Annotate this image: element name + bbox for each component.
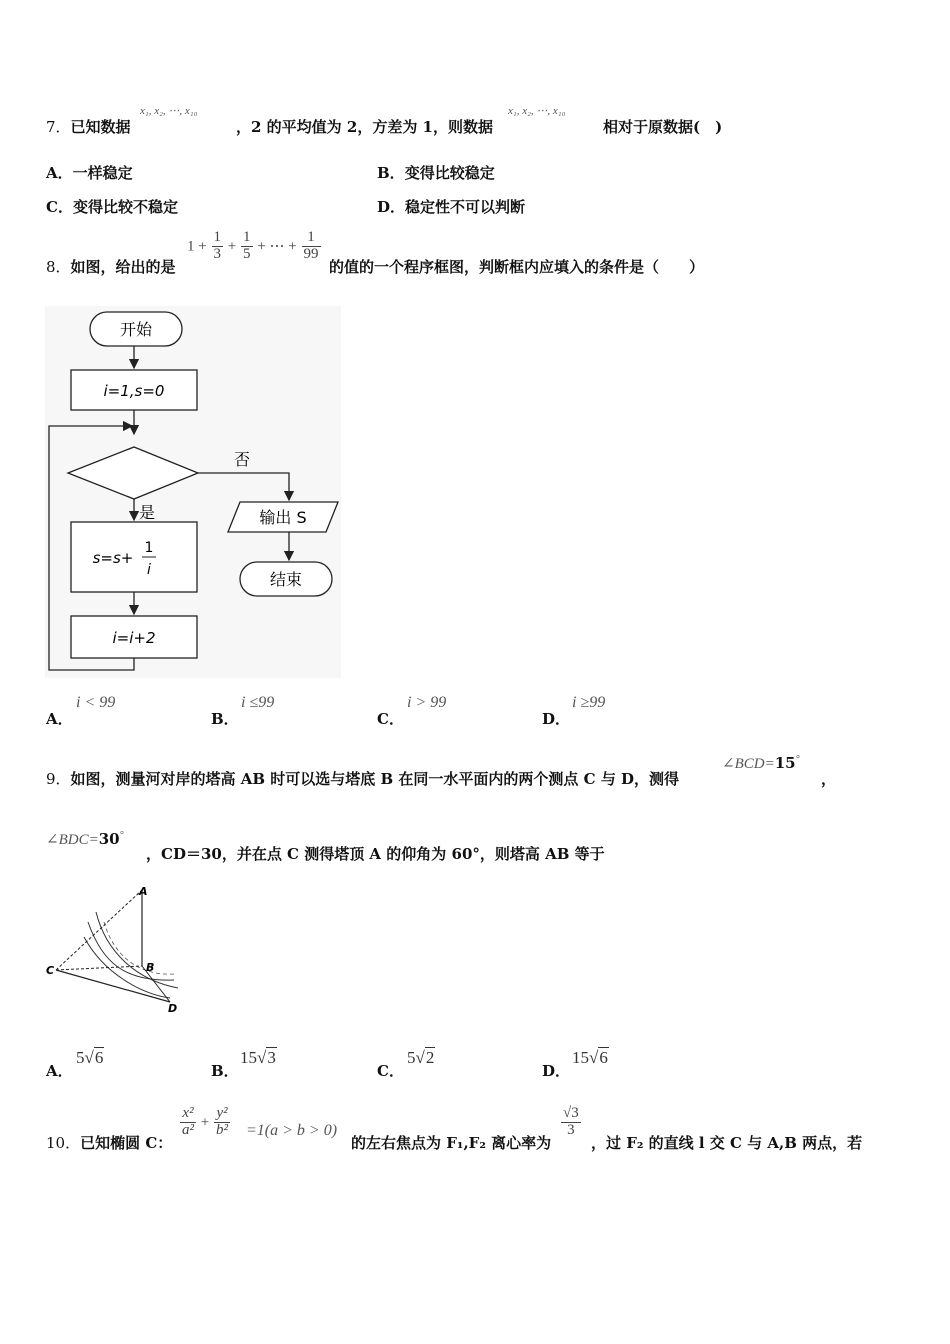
stem-text: 已知数据 xyxy=(70,118,131,136)
stem-text: ，过 F₂ 的直线 l 交 C 与 A,B 两点，若 xyxy=(591,1134,863,1152)
stem-text: ， xyxy=(821,770,837,788)
yes-label: 是 xyxy=(138,503,156,522)
index-update-label: i=i+2 xyxy=(112,629,156,647)
option-label: C． xyxy=(46,198,73,216)
fraction: $\frac{1}{5}$ xyxy=(243,229,251,262)
stem-text: 如图，给出的是 xyxy=(70,258,176,276)
data-sequence: x₁, x₂, ⋯, x₁₀ xyxy=(140,105,198,117)
option-c[interactable] xyxy=(377,708,404,729)
label-d: D xyxy=(168,1002,178,1015)
no-label: 否 xyxy=(233,450,251,469)
frac-numerator: 1 xyxy=(144,540,154,556)
option-c-math: i > 99 xyxy=(407,694,447,711)
option-label: D． xyxy=(542,710,571,728)
stem-text: 已知椭圆 C： xyxy=(80,1134,173,1152)
option-a[interactable] xyxy=(46,1060,73,1081)
question-8-stem xyxy=(46,256,176,277)
option-label: A． xyxy=(46,710,73,728)
stem-text: 的值的一个程序框图，判断框内应填入的条件是（ ） xyxy=(329,258,705,276)
angle-bcd: ∠BCD=15° xyxy=(722,754,800,772)
option-a-math: i < 99 xyxy=(76,694,116,711)
label-c: C xyxy=(46,964,55,977)
flowchart xyxy=(45,306,341,678)
tower-figure xyxy=(44,882,184,1018)
fraction: $\frac{1}{99}$ xyxy=(303,229,319,262)
ellipse-equation: $\frac{\text{x²}}{\text{a²}}$ + $\frac{\text{y²}}{\text{b²}}$ xyxy=(182,1105,229,1138)
question-9-stem xyxy=(46,768,679,789)
label-b: B xyxy=(146,961,155,974)
stem-text: ，2 的平均值为 2，方差为 1，则数据 xyxy=(236,118,493,136)
option-d-math: i ≥99 xyxy=(572,694,606,711)
option-label: B． xyxy=(377,164,405,182)
option-text: 变得比较稳定 xyxy=(404,164,495,182)
stem-text: 的左右焦点为 F₁,F₂ 离心率为 xyxy=(351,1134,552,1152)
option-a[interactable] xyxy=(46,162,133,183)
option-d-math: 15√6 xyxy=(572,1048,608,1067)
option-label: A． xyxy=(46,164,73,182)
option-label: D． xyxy=(542,1062,571,1080)
fraction: $\frac{1}{3}$ xyxy=(213,229,221,262)
question-number: 9． xyxy=(46,770,71,788)
option-b[interactable] xyxy=(211,708,239,729)
option-b-math: i ≤99 xyxy=(241,694,275,711)
angle-bdc: ∠BDC=30° xyxy=(46,830,124,848)
init-label: i=1,s=0 xyxy=(103,382,165,400)
option-c[interactable] xyxy=(377,1060,404,1081)
option-c[interactable] xyxy=(46,196,178,217)
question-number: 8． xyxy=(46,258,71,276)
option-a[interactable] xyxy=(46,708,73,729)
option-b-math: 15√3 xyxy=(240,1048,276,1067)
ellipse-rhs: =1(a > b > 0) xyxy=(246,1122,338,1139)
option-b[interactable] xyxy=(211,1060,239,1081)
option-b[interactable] xyxy=(377,162,495,183)
label-a: A xyxy=(139,885,148,898)
stem-text: 如图，测量河对岸的塔高 AB 时可以选与塔底 B 在同一水平面内的两个测点 C 与 D，测得 xyxy=(70,770,680,788)
data-sequence: x₁, x₂, ⋯, x₁₀ xyxy=(508,105,566,117)
question-10-stem xyxy=(46,1132,172,1153)
series-expression: 1 + $\frac{1}{3}$ + $\frac{1}{5}$ + ⋯ + $\frac{1}{99}$ xyxy=(187,229,319,262)
option-label: A． xyxy=(46,1062,73,1080)
question-number: 10． xyxy=(46,1134,81,1152)
option-d[interactable] xyxy=(542,1060,570,1081)
option-label: B． xyxy=(211,710,239,728)
sum-update-label: s=s+ xyxy=(92,549,134,567)
stem-text: 相对于原数据( ) xyxy=(603,118,723,136)
option-label: C． xyxy=(377,1062,404,1080)
frac-denominator: i xyxy=(147,562,151,578)
option-d[interactable] xyxy=(542,708,570,729)
option-label: C． xyxy=(377,710,404,728)
question-number: 7． xyxy=(46,118,71,136)
output-label: 输出 S xyxy=(259,508,307,527)
option-a-math: 5√6 xyxy=(76,1048,104,1067)
option-text: 变得比较不稳定 xyxy=(72,198,178,216)
question-7-stem xyxy=(46,116,131,137)
option-text: 稳定性不可以判断 xyxy=(405,198,526,216)
option-label: D． xyxy=(377,198,406,216)
start-label: 开始 xyxy=(119,320,153,339)
sum-update-box xyxy=(71,522,197,592)
eccentricity-value: $\frac{√3}{3}$ xyxy=(563,1105,579,1138)
option-label: B． xyxy=(211,1062,239,1080)
option-c-math: 5√2 xyxy=(407,1048,435,1067)
stem-text: ，CD＝30，并在点 C 测得塔顶 A 的仰角为 60°，则塔高 AB 等于 xyxy=(146,845,605,863)
option-text: 一样稳定 xyxy=(72,164,133,182)
option-d[interactable] xyxy=(377,196,525,217)
end-label: 结束 xyxy=(269,570,303,589)
